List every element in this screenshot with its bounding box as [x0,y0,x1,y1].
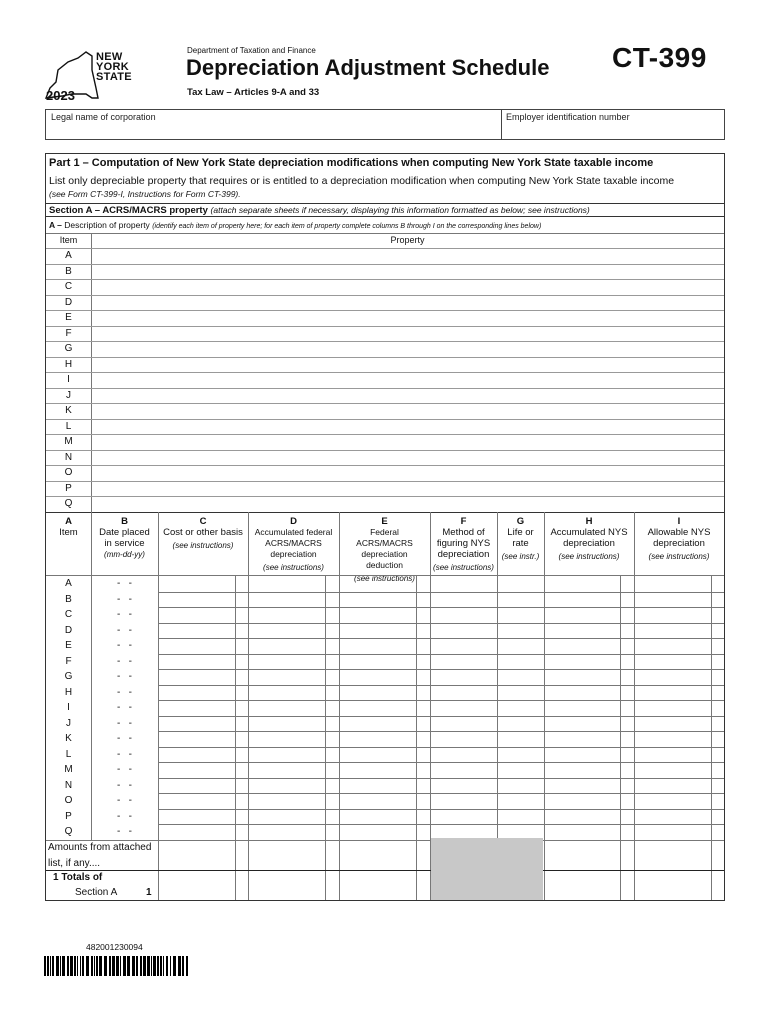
totals-label-2: Section A [75,887,118,898]
property-row-item-label: O [64,467,73,478]
table-row-item-label: H [64,686,73,698]
property-row-item-label: K [65,405,72,416]
page-title: Depreciation Adjustment Schedule [186,55,550,80]
form-year: 2023 [46,88,75,103]
date-placed-field[interactable]: - - [117,640,132,651]
table-row-item-label: O [64,795,73,806]
legal-name-label: Legal name of corporation [51,112,156,122]
form-number: CT-399 [612,42,707,73]
column-header-i: I Allowable NYS depreciation (see instructions) [647,516,711,561]
property-row [46,248,724,264]
property-description-field[interactable] [92,296,724,311]
barcode-number: 482001230094 [86,942,143,952]
property-row [46,481,724,497]
description-of-property-header: A – Description of property (identify each item of property here; for each item of property complete columns B through I on the corresponding lines below) [49,220,542,230]
property-description-field[interactable] [92,311,724,326]
column-header-c: C Cost or other basis (see instructions) [163,516,243,550]
property-row [46,465,724,481]
property-row-item-label: L [65,420,72,432]
item-column-header: Item [59,235,78,245]
amounts-attached-label: Amounts from attached list, if any.... [48,842,152,869]
legal-name-field[interactable] [45,109,502,140]
property-description-field[interactable] [92,435,724,450]
table-row-item-label: K [65,733,72,744]
date-placed-field[interactable]: - - [117,578,132,589]
property-row-item-label: Q [64,498,73,509]
column-header-f: F Method of figuring NYS depreciation (see instructions) [433,516,494,572]
date-placed-field[interactable]: - - [117,810,132,822]
property-description-field[interactable] [92,249,724,264]
property-description-field[interactable] [92,373,724,388]
table-row-item-label: M [64,764,73,775]
property-row-item-label: A [65,250,72,261]
property-row-item-label: E [65,312,72,323]
ein-label: Employer identification number [506,112,630,122]
property-description-field[interactable] [92,265,724,280]
part1-description: List only depreciable property that requires or is entitled to a depreciation modification when computing New York State taxable income [49,175,675,187]
property-description-field[interactable] [92,451,724,466]
table-row-item-label: C [64,609,73,620]
property-row [46,341,724,357]
property-row [46,264,724,280]
table-row-item-label: B [65,593,72,605]
part1-note: (see Form CT-399-I, Instructions for Form CT-399). [49,189,241,199]
table-row-item-label: D [64,624,73,636]
property-row [46,295,724,311]
state-name: NEW YORK STATE [96,51,132,83]
property-description-field[interactable] [92,327,724,342]
property-row [46,450,724,466]
property-description-field[interactable] [92,389,724,404]
property-description-field[interactable] [92,466,724,481]
property-row-item-label: C [64,281,73,292]
property-row [46,357,724,373]
table-row-item-label: I [67,702,70,713]
property-row-item-label: I [67,374,70,385]
table-row-item-label: A [65,578,72,589]
property-description-field[interactable] [92,404,724,419]
property-row [46,388,724,404]
property-row-item-label: H [64,358,73,370]
property-description-field[interactable] [92,342,724,357]
property-row [46,279,724,295]
date-placed-field[interactable]: - - [117,671,132,682]
property-row [46,496,724,512]
tax-law-reference: Tax Law – Articles 9-A and 33 [187,87,320,98]
property-row-item-label: J [66,389,71,401]
table-row-item-label: L [65,748,72,760]
date-placed-field[interactable]: - - [117,826,132,837]
property-row-item-label: D [64,296,73,308]
property-description-field[interactable] [92,420,724,435]
date-placed-field[interactable]: - - [117,593,132,605]
property-description-field[interactable] [92,358,724,373]
table-row-item-label: J [66,717,71,729]
property-row-item-label: P [65,482,72,494]
property-description-field[interactable] [92,497,724,512]
shaded-area [431,838,543,900]
column-header-g: G Life or rate (see instr.) [501,516,540,561]
department-name: Department of Taxation and Finance [187,46,316,55]
property-row-item-label: B [65,265,72,277]
property-row-item-label: G [64,343,73,354]
date-placed-field[interactable]: - - [117,609,132,620]
table-row-item-label: Q [64,826,73,837]
table-row-item-label: E [65,640,72,651]
property-column-header: Property [390,235,425,245]
property-description-field[interactable] [92,482,724,497]
property-row [46,326,724,342]
date-placed-field[interactable]: - - [117,655,132,667]
property-row [46,419,724,435]
date-placed-field[interactable]: - - [117,686,132,698]
column-header-e: E Federal ACRS/MACRS depreciation deduction (see instructions) [354,516,415,583]
ein-field[interactable] [501,109,725,140]
property-row [46,403,724,419]
property-row-item-label: F [65,327,72,339]
column-header-d: D Accumulated federal ACRS/MACRS depreciation (see instructions) [254,516,333,572]
date-placed-field[interactable]: - - [117,702,132,713]
property-description-field[interactable] [92,280,724,295]
date-placed-field[interactable]: - - [117,717,132,729]
date-placed-field[interactable]: - - [117,748,132,760]
table-row-item-label: G [64,671,73,682]
column-header-a: A Item [59,516,78,538]
date-placed-field[interactable]: - - [117,795,132,806]
property-row-item-label: N [64,451,73,463]
table-row-item-label: F [65,655,72,667]
totals-line-number: 1 [146,887,152,898]
property-row [46,434,724,450]
table-row-item-label: N [64,779,73,791]
property-row [46,372,724,388]
totals-label: 1 Totals of [53,872,103,883]
property-row [46,310,724,326]
part1-title: Part 1 – Computation of New York State depreciation modifications when computing New York State taxable income [49,157,654,169]
section-a-header: Section A – ACRS/MACRS property (attach separate sheets if necessary, displaying this information formatted as below; see instructions) [46,203,724,217]
table-row-item-label: P [65,810,72,822]
barcode-icon [44,956,192,976]
date-placed-field[interactable]: - - [117,764,132,775]
date-placed-field[interactable]: - - [117,624,132,636]
date-placed-field[interactable]: - - [117,733,132,744]
property-row-item-label: M [64,436,73,447]
column-header-h: H Accumulated NYS depreciation (see instructions) [550,516,628,561]
column-header-b: B Date placed in service (mm-dd-yy) [99,516,150,559]
date-placed-field[interactable]: - - [117,779,132,791]
